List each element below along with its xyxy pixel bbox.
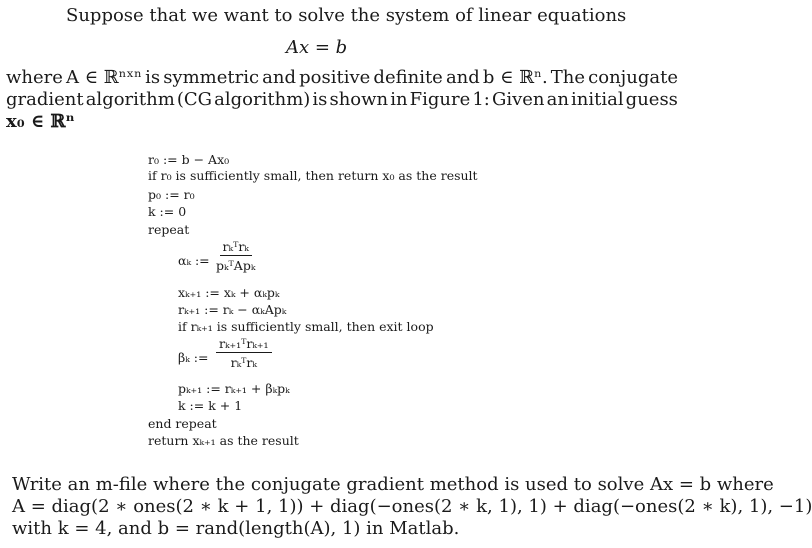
alg-init-k: k := 0	[148, 204, 187, 219]
word: (CG	[176, 89, 213, 110]
word: in	[390, 89, 408, 110]
alg-beta-denominator: rₖᵀrₖ	[230, 355, 257, 370]
alg-increment-k: k := k + 1	[178, 398, 243, 413]
equation-axb: Ax = b	[286, 37, 348, 58]
word: shown	[329, 89, 389, 110]
word: where	[6, 67, 63, 88]
alg-beta-numerator: rₖ₊₁ᵀrₖ₊₁	[216, 336, 272, 353]
alg-alpha-fraction	[216, 239, 255, 273]
word: is	[145, 67, 161, 88]
paragraph-line-1	[6, 67, 678, 88]
word: The	[550, 67, 586, 88]
word: initial	[571, 89, 624, 110]
word: and	[262, 67, 297, 88]
alg-update-p: pₖ₊₁ := rₖ₊₁ + βₖpₖ	[178, 381, 290, 396]
word: Figure	[409, 89, 471, 110]
paragraph-line-2	[6, 89, 678, 110]
task-line-1: Write an m-file where the conjugate gradient method is used to solve Ax = b where	[12, 474, 774, 495]
alg-beta-fraction	[216, 336, 272, 370]
word: gradient	[6, 89, 84, 110]
alg-initial-check: if r₀ is sufficiently small, then return x₀ as the result	[148, 168, 478, 183]
alg-return: return xₖ₊₁ as the result	[148, 433, 299, 448]
word: algorithm)	[214, 89, 311, 110]
alg-update-x: xₖ₊₁ := xₖ + αₖpₖ	[178, 285, 280, 300]
alg-beta-lhs: βₖ :=	[178, 350, 209, 365]
paragraph-line-3: x₀ ∈ ℝⁿ	[6, 111, 75, 132]
task-line-3: with k = 4, and b = rand(length(A), 1) in Matlab.	[12, 518, 460, 539]
alg-exit-check: if rₖ₊₁ is sufficiently small, then exit loop	[178, 319, 434, 334]
alg-update-r: rₖ₊₁ := rₖ − αₖApₖ	[178, 302, 287, 317]
alg-init-direction: p₀ := r₀	[148, 187, 195, 202]
alg-alpha-numerator: rₖᵀrₖ	[220, 239, 252, 256]
task-line-2: A = diag(2 ∗ ones(2 ∗ k + 1, 1)) + diag(−ones(2 ∗ k, 1), 1) + diag(−ones(2 ∗ k), 1), −1)	[12, 496, 812, 517]
alg-end-repeat: end repeat	[148, 416, 217, 431]
word: A ∈ ℝⁿˣⁿ	[66, 67, 142, 88]
word: guess	[625, 89, 678, 110]
word: an	[546, 89, 569, 110]
word: symmetric	[163, 67, 260, 88]
alg-alpha-denominator: pₖᵀApₖ	[216, 258, 256, 273]
word: conjugate	[588, 67, 678, 88]
alg-repeat: repeat	[148, 222, 190, 237]
word: b ∈ ℝⁿ.	[482, 67, 548, 88]
word: positive	[299, 67, 371, 88]
alg-alpha-lhs: αₖ :=	[178, 253, 210, 268]
word: 1:	[472, 89, 490, 110]
alg-init-residual: r₀ := b − Ax₀	[148, 152, 230, 167]
word: definite	[373, 67, 443, 88]
intro-text: Suppose that we want to solve the system of linear equations	[66, 5, 627, 26]
word: is	[312, 89, 328, 110]
word: Given	[491, 89, 545, 110]
word: and	[445, 67, 480, 88]
word: algorithm	[85, 89, 175, 110]
